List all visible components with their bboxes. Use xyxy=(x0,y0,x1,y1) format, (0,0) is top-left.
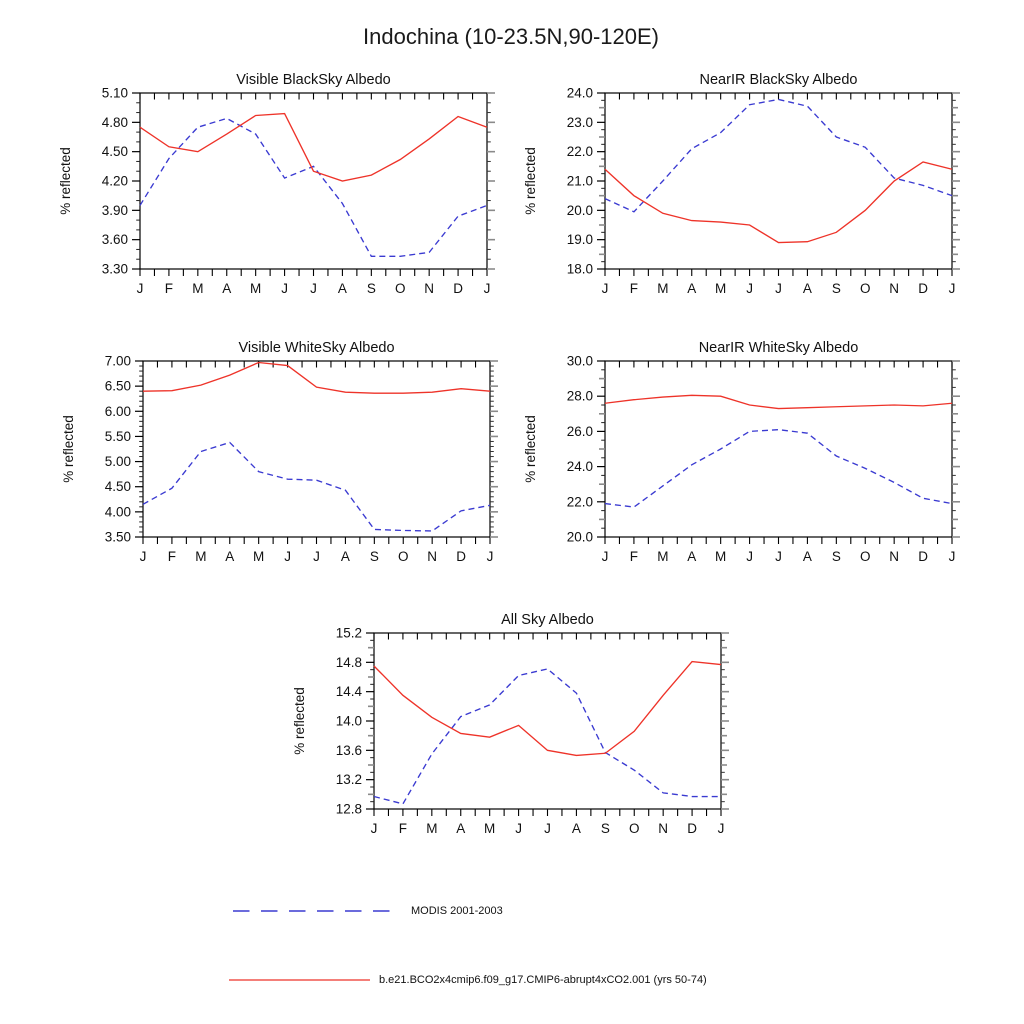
chart-all-sky xyxy=(274,603,742,847)
y-tick-label: 26.0 xyxy=(566,423,593,439)
x-tick-label: A xyxy=(802,549,812,564)
chart-title: Visible BlackSky Albedo xyxy=(236,72,391,88)
legend-entry-modis xyxy=(230,904,503,918)
y-tick-label: 12.8 xyxy=(335,801,362,817)
x-tick-label: S xyxy=(831,281,841,296)
y-tick-label: 28.0 xyxy=(566,388,593,404)
x-tick-label: D xyxy=(918,281,928,296)
x-tick-label: F xyxy=(167,549,177,564)
x-tick-label: N xyxy=(427,549,438,564)
y-tick-label: 4.80 xyxy=(101,114,128,130)
y-tick-label: 14.8 xyxy=(335,654,362,670)
x-tick-label: A xyxy=(222,281,232,296)
x-tick-label: J xyxy=(775,549,782,564)
plot-frame xyxy=(374,633,721,809)
y-tick-label: 14.4 xyxy=(335,684,362,700)
y-tick-label: 22.0 xyxy=(566,144,593,160)
x-tick-label: N xyxy=(889,281,900,296)
figure-title: Indochina (10-23.5N,90-120E) xyxy=(363,24,659,49)
y-tick-label: 15.2 xyxy=(335,625,362,641)
x-tick-label: F xyxy=(164,281,174,296)
x-tick-label: A xyxy=(340,549,350,564)
y-tick-label: 20.0 xyxy=(566,529,593,545)
x-tick-label: M xyxy=(192,281,204,296)
modis-line xyxy=(140,118,487,256)
x-tick-label: J xyxy=(601,549,609,564)
chart-title: All Sky Albedo xyxy=(501,612,594,628)
x-tick-label: O xyxy=(628,821,640,836)
x-tick-label: J xyxy=(136,281,144,296)
y-tick-label: 23.0 xyxy=(566,114,593,130)
x-tick-label: O xyxy=(394,281,406,296)
modis-line xyxy=(605,430,952,507)
y-tick-label: 5.10 xyxy=(101,85,128,101)
x-tick-label: J xyxy=(544,821,551,836)
x-tick-label: A xyxy=(802,281,812,296)
y-tick-label: 4.50 xyxy=(104,479,131,495)
model-line xyxy=(605,162,952,243)
x-tick-label: J xyxy=(717,821,725,836)
y-tick-label: 4.20 xyxy=(101,173,128,189)
x-tick-label: J xyxy=(775,281,782,296)
y-tick-label: 3.50 xyxy=(104,529,131,545)
y-axis-label: % reflected xyxy=(58,147,73,215)
x-tick-label: A xyxy=(225,549,235,564)
x-tick-label: N xyxy=(658,821,669,836)
x-tick-label: J xyxy=(313,549,320,564)
y-tick-label: 22.0 xyxy=(566,494,593,510)
x-tick-label: J xyxy=(948,549,956,564)
chart-title: NearIR WhiteSky Albedo xyxy=(698,340,859,356)
x-tick-label: N xyxy=(424,281,435,296)
y-axis-label: % reflected xyxy=(523,147,538,215)
x-tick-label: J xyxy=(601,281,609,296)
plot-frame xyxy=(140,93,487,269)
x-tick-label: J xyxy=(483,281,491,296)
chart-nearir-whitesky xyxy=(505,331,973,575)
x-tick-label: D xyxy=(456,549,466,564)
y-tick-label: 30.0 xyxy=(566,353,593,369)
model-line xyxy=(374,662,721,756)
x-tick-label: S xyxy=(831,549,841,564)
y-tick-label: 6.00 xyxy=(104,403,131,419)
plot-frame xyxy=(605,361,952,537)
x-tick-label: M xyxy=(657,549,669,564)
x-tick-label: F xyxy=(629,281,639,296)
legend-entry-model xyxy=(227,973,707,987)
modis-line xyxy=(143,442,490,531)
legend-label-modis: MODIS 2001-2003 xyxy=(411,905,503,917)
x-tick-label: F xyxy=(398,821,408,836)
chart-nearir-blacksky xyxy=(505,63,973,307)
legend-label-model: b.e21.BCO2x4cmip6.f09_g17.CMIP6-abrupt4xCO2.001 (yrs 50-74) xyxy=(379,974,707,986)
y-tick-label: 24.0 xyxy=(566,85,593,101)
x-tick-label: J xyxy=(486,549,494,564)
x-tick-label: A xyxy=(337,281,347,296)
x-tick-label: O xyxy=(859,281,871,296)
x-tick-label: S xyxy=(600,821,610,836)
x-tick-label: D xyxy=(918,549,928,564)
y-tick-label: 5.00 xyxy=(104,454,131,470)
y-tick-label: 21.0 xyxy=(566,173,593,189)
x-tick-label: J xyxy=(281,281,288,296)
y-tick-label: 18.0 xyxy=(566,261,593,277)
x-tick-label: M xyxy=(657,281,669,296)
x-tick-label: J xyxy=(746,549,753,564)
modis-line xyxy=(605,99,952,211)
chart-visible-whitesky xyxy=(43,331,511,575)
y-tick-label: 3.30 xyxy=(101,261,128,277)
x-tick-label: M xyxy=(715,549,727,564)
x-tick-label: A xyxy=(687,549,697,564)
x-tick-label: J xyxy=(515,821,522,836)
y-tick-label: 13.2 xyxy=(335,772,362,788)
x-tick-label: N xyxy=(889,549,900,564)
x-tick-label: A xyxy=(571,821,581,836)
x-tick-label: J xyxy=(310,281,317,296)
x-tick-label: M xyxy=(715,281,727,296)
x-tick-label: O xyxy=(397,549,409,564)
legend-solid-line xyxy=(227,973,372,987)
y-tick-label: 4.00 xyxy=(104,504,131,520)
y-tick-label: 3.90 xyxy=(101,202,128,218)
x-tick-label: J xyxy=(284,549,291,564)
y-tick-label: 13.6 xyxy=(335,742,362,758)
x-tick-label: M xyxy=(484,821,496,836)
x-tick-label: D xyxy=(453,281,463,296)
y-tick-label: 4.50 xyxy=(101,144,128,160)
y-tick-label: 7.00 xyxy=(104,353,131,369)
x-tick-label: J xyxy=(370,821,378,836)
x-tick-label: J xyxy=(948,281,956,296)
x-tick-label: M xyxy=(253,549,265,564)
chart-title: NearIR BlackSky Albedo xyxy=(699,72,858,88)
y-tick-label: 5.50 xyxy=(104,428,131,444)
model-line xyxy=(605,395,952,408)
y-tick-label: 14.0 xyxy=(335,713,362,729)
y-axis-label: % reflected xyxy=(523,415,538,483)
y-axis-label: % reflected xyxy=(61,415,76,483)
y-tick-label: 20.0 xyxy=(566,202,593,218)
x-tick-label: O xyxy=(859,549,871,564)
x-tick-label: S xyxy=(369,549,379,564)
x-tick-label: M xyxy=(250,281,262,296)
y-tick-label: 19.0 xyxy=(566,232,593,248)
x-tick-label: J xyxy=(139,549,147,564)
chart-visible-blacksky xyxy=(40,63,508,307)
y-tick-label: 6.50 xyxy=(104,378,131,394)
y-tick-label: 3.60 xyxy=(101,232,128,248)
y-axis-label: % reflected xyxy=(292,687,307,755)
x-tick-label: A xyxy=(456,821,466,836)
x-tick-label: J xyxy=(746,281,753,296)
x-tick-label: M xyxy=(195,549,207,564)
legend-dashed-line xyxy=(230,904,404,918)
x-tick-label: A xyxy=(687,281,697,296)
model-line xyxy=(140,114,487,181)
x-tick-label: M xyxy=(426,821,438,836)
chart-title: Visible WhiteSky Albedo xyxy=(238,340,395,356)
x-tick-label: F xyxy=(629,549,639,564)
x-tick-label: S xyxy=(366,281,376,296)
y-tick-label: 24.0 xyxy=(566,459,593,475)
x-tick-label: D xyxy=(687,821,697,836)
